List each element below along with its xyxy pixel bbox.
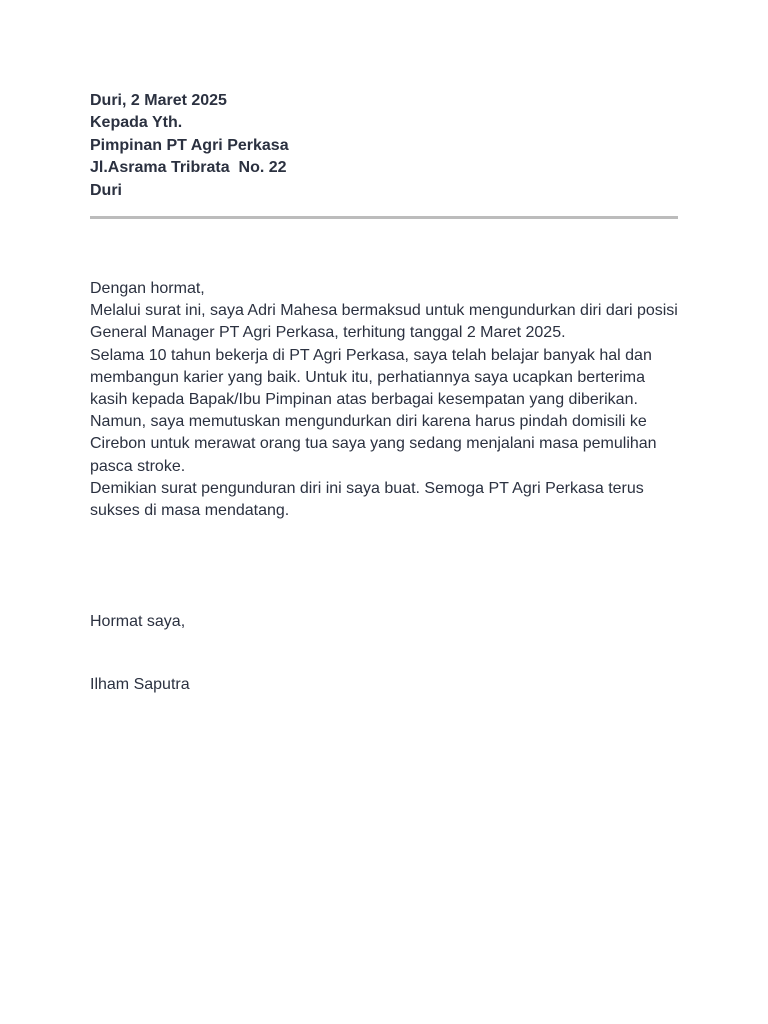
letter-header [90, 90, 678, 202]
body-paragraph: Selama 10 tahun bekerja di PT Agri Perkasa, saya telah belajar banyak hal dan membangun karier yang baik. Untuk itu, perhatiannya saya ucapkan berterima kasih kepada Bapak/Ibu Pimpinan atas berbagai kesempatan yang diberikan. [90, 346, 652, 409]
letter-body [90, 278, 678, 522]
signer-name: Ilham Saputra [90, 676, 190, 694]
date-line: Duri, 2 Maret 2025 [90, 92, 227, 109]
recipient-line: Pimpinan PT Agri Perkasa [90, 136, 289, 154]
closing-salutation: Hormat saya, [90, 613, 186, 631]
city-line: Duri [90, 181, 122, 199]
address-line: Jl.Asrama Tribrata No. 22 [90, 159, 287, 177]
greeting: Dengan hormat, [90, 280, 205, 298]
body-paragraph: Namun, saya memutuskan mengundurkan diri karena harus pindah domisili ke Cirebon untuk merawat orang tua saya yang sedang menjalani masa pemulihan pasca stroke. [90, 413, 657, 475]
body-paragraph: Demikian surat pengunduran diri ini saya buat. Semoga PT Agri Perkasa terus sukses di masa mendatang. [90, 479, 644, 520]
body-paragraph: Melalui surat ini, saya Adri Mahesa bermaksud untuk mengundurkan diri dari posisi General Manager PT Agri Perkasa, terhitung tanggal 2 Maret 2025. [90, 302, 678, 342]
to-line: Kepada Yth. [90, 114, 183, 132]
letter-page [90, 90, 678, 696]
header-divider [90, 216, 678, 219]
